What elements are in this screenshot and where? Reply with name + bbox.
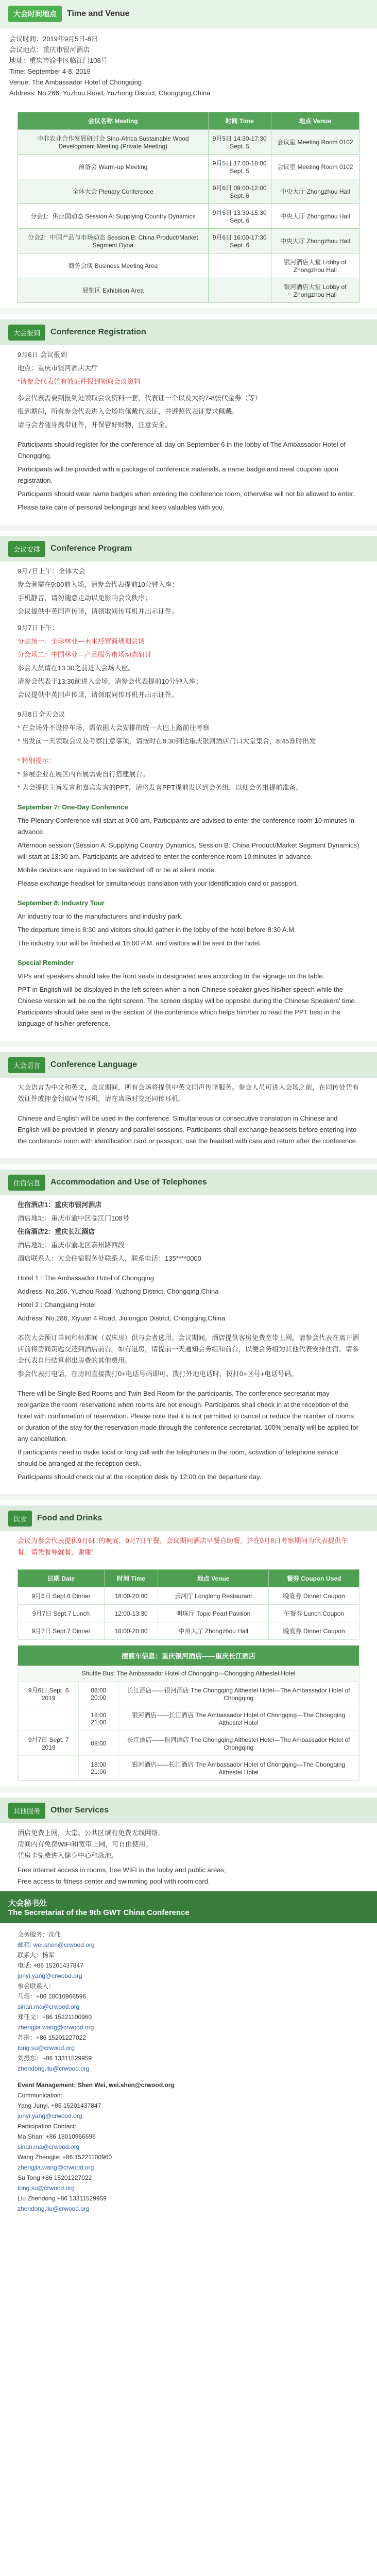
contact-en-line: Participation Contact:: [18, 2123, 77, 2130]
program-en-line: The Plenary Conference will start at 9:00 am. Participants are advised to enter the conference room 10 minutes in advance.: [18, 817, 354, 836]
accommodation-en-hotel: Address: No.266, Yuzhou Road, Yuzhong District, Chongqing,China: [18, 1287, 219, 1295]
program-en-line: Afternoon session (Session A: Supplying Country Dynamics, Session B: China Product/Market Segment Dynamics) will start at 13:30 am. Participants are advised to enter the conference room 10 minutes in advance.: [18, 841, 359, 860]
contact-email-link[interactable]: tong.su@crwood.org: [18, 2184, 75, 2192]
accommodation-cn-hotel: 酒店联系人：大会住宿服务处联系人，联系电话：135****0000: [18, 1255, 201, 1262]
contact-email-link[interactable]: sinan.ma@crwood.org: [18, 2143, 80, 2150]
section-title: Time and Venue: [67, 9, 130, 18]
contact-email-link[interactable]: sinan.ma@crwood.org: [18, 2003, 80, 2010]
program-en-title-3: Special Reminder: [18, 959, 74, 967]
secretariat-title: The Secretariat of the 9th GWT China Conference: [8, 1908, 190, 1917]
other-service-en: Free access to fitness center and swimming pool with room card.: [18, 1877, 210, 1885]
accommodation-en-hotel: Address: No.286, Xiyuan 4 Road, Jiulongpo District, Chongqing,China: [18, 1314, 226, 1322]
registration-banner: [0, 319, 377, 345]
accommodation-cn-tel: 参会代表打电话，在房间直接拨打0+电话号码即可。拨打外地电话时，拨打0+区号+电话号码。: [18, 1370, 298, 1378]
contact-line: 会务服务：沈伟: [18, 1931, 61, 1938]
program-cn-line: 参会者需在9:00前入场，请参会代表提前10分钟入座；: [18, 581, 179, 588]
section-divider: [0, 1041, 377, 1047]
registration-en-line: Participants should wear name badges when entering the conference room, otherwise will not be allowed to enter.: [18, 490, 355, 498]
schedule-row: 全体大会 Plenary Conference 9月6日 09:00-12:00 Sept. 6 中央大厅 Zhongzhou Hall: [18, 179, 359, 204]
shuttle-row: 9月7日 Sept. 7 2019 08:00 长江酒店——银河酒店 The Chongqing Althestel Hotel—The Ambassador Hotel of Chongqing: [19, 1731, 359, 1756]
shuttle-bus-subtitle: Shuttle Bus: The Ambassador Hotel of Chongqing—Chongqing Althestel Hotel: [18, 1666, 359, 1681]
schedule-row: 分会2：中国产品与市场动态 Session B: China Product/Market Segment Dyna 9月6日 16:00-17:30 Sept. 6 中央大厅 Zhongzhou Hall: [18, 229, 359, 253]
schedule-row: 分会1：供应国动态 Session A: Supplying Country Dynamics 9月6日 13:30-15:30 Sept. 6 中央大厅 Zhongzhou Hall: [18, 204, 359, 229]
food-row: 9月7日 Sept.7 Dinner 18:00-20:00 中州大厅 Zhongzhou Hall 晚宴券 Dinner Coupon: [18, 1622, 359, 1640]
schedule-head-venue: 地点 Venue: [271, 112, 359, 130]
other-services-title: Other Services: [50, 1806, 109, 1815]
accommodation-banner: [0, 1170, 377, 1195]
program-cn-line: 会议提供中英同声传译，请领取同传耳机并出示证件。: [18, 691, 179, 699]
accommodation-en-line: If participants need to make local or long call with the telephones in the room, activation of telephone service should be arranged at the reception desk.: [18, 1448, 338, 1467]
program-content: [0, 562, 377, 1036]
program-cn-line: 分会场二：中国林业—产品服务市场动态研讨: [18, 651, 152, 658]
other-service-en: Free internet access in rooms, free WIFI in the lobby and public areas;: [18, 1866, 226, 1874]
language-en: Chinese and English will be used in the conference. Simultaneous or consecutive translation in Chinese and English will be provided in plenary and parallel sessions. Participants shall exchange headsets before entering into the conference room with identification card or passport, use the headset with care and return after the conference.: [18, 1114, 358, 1145]
contact-line: 苏彤：+86 15201227022: [18, 2034, 87, 2041]
shuttle-row: 18:00 21:00 银河酒店——长江酒店 The Ambassador Hotel of Chongqing—The Chongqing Althestel Hotel: [19, 1706, 359, 1731]
food-title: Food and Drinks: [37, 1514, 102, 1522]
language-banner: [0, 1052, 377, 1078]
contact-line: 参会联系人：: [18, 1982, 55, 1990]
contact-en-line: Wang Zhengjie: +86 15221100960: [18, 2154, 112, 2161]
contact-email-link[interactable]: 邮箱: wei.shen@crwood.org: [18, 1941, 95, 1948]
language-cn: 大会语言为中文和英文，会议期间，所有会场将提供中英文同声传译服务。参会人员可进入会场之前，在同传处凭有效证件或押金领取同传耳机，请在离场时交还同传耳机。: [18, 1083, 359, 1103]
shuttle-row: 9月6日 Sept. 6 2019 08:00 20:00 长江酒店——银河酒店 The Chongqing Althestel Hotel—The Ambassador Hotel of Chongqing: [19, 1682, 359, 1706]
registration-date: 9月6日 会议报到: [18, 351, 67, 359]
section-divider: [0, 1494, 377, 1500]
contact-en-line: Liu Zhendong +86 13311529959: [18, 2195, 107, 2202]
schedule-table: [18, 112, 359, 303]
program-en-title-2: September 8: Industry Tour: [18, 899, 105, 907]
other-service-cn: 凭房卡免费进入健身中心和泳池。: [18, 1852, 118, 1859]
accommodation-cn-hotel: 住宿酒店1：重庆市银河酒店: [18, 1201, 102, 1209]
shuttle-bus-section: [18, 1645, 359, 1781]
program-en-line: PPT in English will be displayed in the left screen when a non-Chinese speaker gives his/her speech while the Chinese version will be on the right screen. The screen display will be opposite during the Chinese Speakers' time. Participants should take seat in the section of the conference which helps him/her to read the PPT best in the language of his/her preference.: [18, 986, 357, 1027]
accommodation-badge: 住宿信息: [8, 1175, 45, 1191]
contact-email-link[interactable]: zhengjia.wang@crwood.org: [18, 2024, 94, 2031]
program-cn-special: * 大会提供主旨发言和嘉宾发言的PPT，请将发言PPT提前发送到会务组，以便会务组提前准备。: [18, 784, 303, 791]
accommodation-cn-hotel: 住宿酒店2：重庆长江酒店: [18, 1228, 95, 1235]
contact-email-link[interactable]: junyi.yang@crwood.org: [18, 1972, 82, 1979]
info-line-cn-3: 地址：重庆市渝中区临江门108号: [9, 57, 108, 64]
contact-line: 刘振东：+86 13311529959: [18, 2055, 92, 2062]
other-service-cn: 酒店免费上网，大堂、公共区域有免费无线网络。: [18, 1829, 165, 1837]
program-title: Conference Program: [50, 544, 132, 553]
program-cn-line: 会议提供中英同声传译，请领取同传耳机并出示证件。: [18, 607, 179, 615]
time-venue-info: [0, 28, 377, 104]
section-divider: [0, 1786, 377, 1792]
info-line-en-3: Address: No.266, Yuzhou Road, Yuzhong District, Chongqing,China: [9, 89, 211, 97]
info-line-cn-1: 会议时间：2019年9月5日-8日: [9, 35, 98, 43]
contact-line: 马珊：+86 18010966596: [18, 1993, 87, 2000]
contact-en-line: Yang Junyi, +86 15201437847: [18, 2102, 101, 2109]
registration-cn-bullet: 请与会者随身携带证件，并保管好财物，注意安全。: [18, 421, 172, 429]
schedule-head-time: 时间 Time: [208, 112, 271, 130]
registration-en-line: Please take care of personal belongings and keep valuables with you.: [18, 503, 225, 511]
secretariat-badge: 大会秘书处: [8, 1899, 47, 1908]
language-title: Conference Language: [50, 1060, 138, 1069]
other-services-banner: [0, 1798, 377, 1823]
shuttle-bus-table: [18, 1681, 359, 1781]
program-en-line: The departure time is 8:30 and visitors should gather in the lobby of the hotel before 8:30 A.M.: [18, 926, 296, 934]
program-en-line: Please exchange headset for simultaneous translation with your identification card or passport.: [18, 879, 298, 887]
section-divider: [0, 308, 377, 314]
program-en-line: The industry tour will be finished at 18:00 P.M. and visitors will be sent to the hotel.: [18, 939, 262, 947]
program-cn-field: 9月8日全天会议: [18, 710, 65, 718]
other-services-badge: 其他服务: [8, 1803, 45, 1819]
contact-email-link[interactable]: zhendong.liu@crwood.org: [18, 2205, 90, 2212]
contact-line: 郑佳文：+86 15221100960: [18, 2013, 92, 2021]
time-venue-header: [0, 0, 377, 28]
contact-en-line: Ma Shan: +86 18010966596: [18, 2133, 96, 2140]
accommodation-en-line: Participants should check out at the reception desk by 12:00 on the departure day.: [18, 1473, 262, 1481]
program-cn-field: * 出发前一天领取会议及考察注意事项，请按时在8:30到达重庆银河酒店门口大堂集合，8:45准时出发: [18, 737, 316, 745]
accommodation-cn-hotel: 酒店地址：重庆市渝北区嘉州路西段: [18, 1241, 125, 1249]
program-cn-special: * 参展企业在展区内布展需要自行搭建展台。: [18, 770, 149, 778]
program-cn-special: * 特别提示：: [18, 757, 56, 765]
program-en-line: Mobile devices are required to be switched off or be at silent mode.: [18, 866, 216, 874]
accommodation-content: [0, 1195, 377, 1489]
schedule-row: 预备会 Warm-up Meeting 9月5日 17:00-18:00 Sept. 5 会议室 Meeting Room 0102: [18, 155, 359, 179]
other-services-content: [0, 1823, 377, 1891]
registration-cn-bullet: 参会代表需要到报到处领取会议资料一套，代表证一个以及大约7-8张代金券（等）: [18, 394, 262, 402]
contact-email-link[interactable]: junyi.yang@crwood.org: [18, 2112, 82, 2120]
info-line-en-1: Time: September 4-8, 2019: [9, 67, 91, 75]
program-en-line: VIPs and speakers should take the front seats in designated area according to the signage on the table.: [18, 972, 325, 980]
registration-content: [0, 345, 377, 519]
registration-note: *请参会代表凭有效证件报到领取会议资料: [18, 378, 141, 385]
contact-email-link[interactable]: zhengjia.wang@crwood.org: [18, 2164, 94, 2171]
registration-en-line: Participants will be provided with a package of conference materials, a name badge and meal coupons upon registration.: [18, 465, 338, 484]
contact-en-title: Event Management: Shen Wei, wei.shen@crwood.org: [18, 2081, 175, 2089]
registration-en-line: Participants should register for the conference all day on September 6 in the lobby of The Ambassador Hotel of Chongqing.: [18, 440, 346, 460]
contact-email-link[interactable]: zhendong.liu@crwood.org: [18, 2065, 90, 2072]
section-divider: [0, 524, 377, 531]
program-badge: 会议安排: [8, 541, 45, 557]
program-cn-line: 分会场一：全球林业—未来经营商规划会谈: [18, 637, 145, 645]
schedule-head-meeting: 会议名称 Meeting: [18, 112, 209, 130]
food-banner: [0, 1505, 377, 1531]
contact-email-link[interactable]: tong.su@crwood.org: [18, 2044, 75, 2052]
contact-en-line: Su Tong +86 15201227022: [18, 2174, 92, 2181]
program-cn-line: 9月7日上午：全体大会: [18, 567, 85, 575]
secretariat-contacts: [0, 1923, 377, 2220]
accommodation-cn-note: 本次大会预订单间和标准间（双床房）供与会者选用。会议期间，酒店提供客房免费宽带上网。请参会代表在离开酒店前将房间钥匙交还到酒店前台。如有退房，请提前一天通知会务组和前台，以便会务组为其他代表安排住宿。请参会代表自行结算超出房费的其他费用。: [18, 1334, 359, 1364]
language-badge: 大会语言: [8, 1057, 45, 1073]
accommodation-en-hotel: Hotel 1 : The Ambassador Hotel of Chongqing: [18, 1274, 154, 1282]
other-service-cn: 房间内有免费WIFI和宽带上网，可自由使用。: [18, 1840, 152, 1848]
info-line-cn-2: 会议地点：重庆市银河酒店: [9, 46, 90, 54]
section-divider: [0, 1158, 377, 1164]
food-table: 日期 Date 时间 Time 地点 Venue 餐券 Coupon Used 9月6日 Sept.6 Dinner 18:00-20:00 云河厅 Longlong Restaurant 晚宴券 Dinner Coupon 9月7日 Sept.7 Lunch 12:00-13:30 明珠厅 Topic Pearl Pavilion 午餐券 Lunch Coupon 9月7日 Sept.7 Dinner 18:00-20:00 中州大厅 Zhongzhou Hall 晚宴券 Dinner Coupon: [18, 1569, 359, 1640]
language-content: [0, 1078, 377, 1153]
section-badge: 大会时间地点: [8, 6, 62, 22]
accommodation-title: Accommodation and Use of Telephones: [50, 1178, 207, 1187]
food-row: 9月7日 Sept.7 Lunch 12:00-13:30 明珠厅 Topic Pearl Pavilion 午餐券 Lunch Coupon: [18, 1605, 359, 1622]
program-en-line: An industry tour to the manufacturers and industry park.: [18, 912, 183, 920]
program-en-title-1: September 7: One-Day Conference: [18, 803, 128, 811]
registration-title: Conference Registration: [50, 328, 146, 336]
shuttle-row: 18:00 21:00 银河酒店——长江酒店 The Ambassador Hotel of Chongqing—The Chongqing Althestel Hotel: [19, 1756, 359, 1781]
registration-place: 地点：重庆市银河酒店大厅: [18, 364, 98, 372]
accommodation-cn-hotel: 酒店地址：重庆市渝中区临江门108号: [18, 1214, 129, 1222]
program-cn-line: 9月7日下午：: [18, 624, 59, 632]
shuttle-bus-header: 摆渡车信息：重庆银河酒店——重庆长江酒店: [18, 1646, 359, 1666]
registration-cn-bullet: 报到期间，所有参会代表进入会场均佩戴代表证，并遵照代表证要求佩戴。: [18, 408, 239, 415]
schedule-row: 商务会谈 Business Meeting Area 银河酒店大堂 Lobby of Zhongzhou Hall: [18, 253, 359, 278]
food-badge: 饮食: [8, 1511, 32, 1527]
accommodation-en-line: There will be Single Bed Rooms and Twin Bed Room for the participants. The conference secretariat may reorganize the room reservations when rooms are not enough. Participants shall check in at the reception of the hotel with confirmation of reservation. Please note that it is not permitted to cancel or reduce the number of rooms or duration of the stay for the reservation made through the conference secretariat. 100% penalty will be applied for any cancellation.: [18, 1389, 358, 1443]
schedule-row: 中非农业合作发展研讨会 Sino-Africa Sustainable Wood Development Meeting (Private Meeting) 9月5日 14:30-17:30 Sept. 5 会议室 Meeting Room 0102: [18, 130, 359, 155]
contact-line: 联系人：杨军: [18, 1952, 55, 1959]
registration-badge: 大会报到: [8, 325, 45, 341]
food-intro: 会议为参会代表提供9月6日的晚宴，9月7日午餐、会议期间酒店早餐自助餐，并在9月8日考察期间为代表提供午餐。请凭餐券就餐，谢谢！: [18, 1537, 348, 1556]
contact-en-line: Communication:: [18, 2092, 62, 2099]
accommodation-en-hotel: Hotel 2 : Changjiang Hotel: [18, 1301, 96, 1309]
contact-line: 电话: +86 15201437847: [18, 1962, 83, 1969]
program-cn-field: * 在会场外不设停车场，需依据大会安排的统一大巴上路前往考察: [18, 724, 210, 732]
program-cn-line: 请参会代表于13:30前进入会场，请参会代表提前10分钟入座；: [18, 677, 202, 685]
program-cn-line: 参会人员请在13:30之前进入会场入座。: [18, 664, 135, 672]
info-line-en-2: Venue: The Ambassador Hotel of Chongqing: [9, 78, 142, 86]
program-banner: [0, 536, 377, 562]
food-row: 9月6日 Sept.6 Dinner 18:00-20:00 云河厅 Longlong Restaurant 晚宴券 Dinner Coupon: [18, 1587, 359, 1605]
schedule-row: 展览区 Exhibition Area 银河酒店大堂 Lobby of Zhongzhou Hall: [18, 278, 359, 303]
program-cn-line: 手机静音，请勿随意走动以免影响会议秩序；: [18, 594, 152, 602]
secretariat-header: [0, 1891, 377, 1923]
